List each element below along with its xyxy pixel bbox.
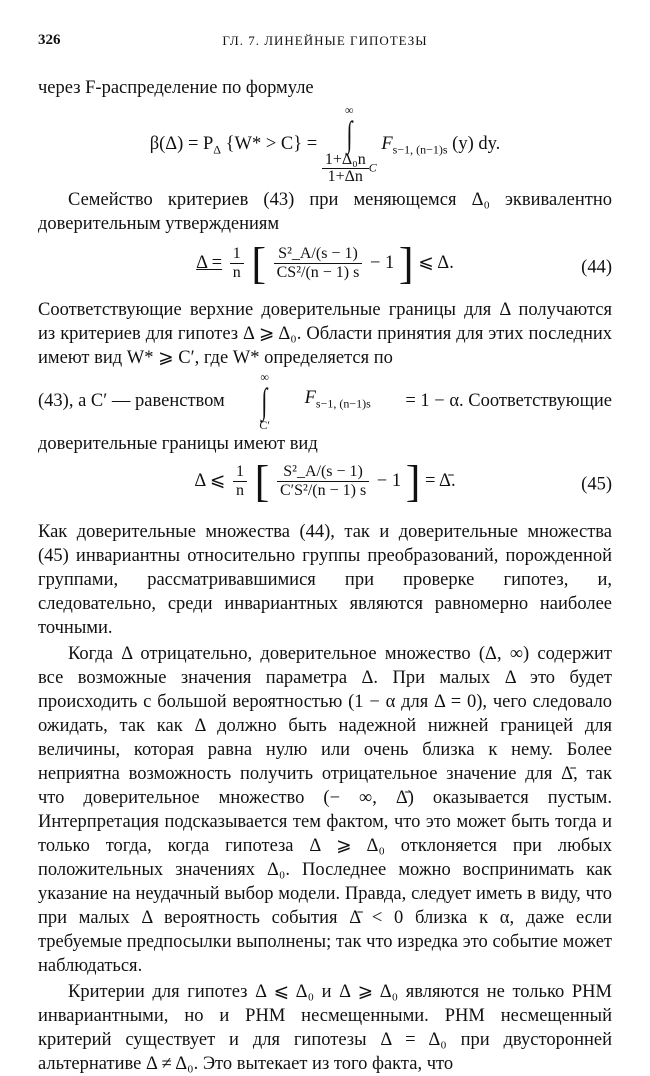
running-title: ГЛ. 7. ЛИНЕЙНЫЕ ГИПОТЕЗЫ	[222, 33, 428, 48]
eq45-inner-num: S²_A/(s − 1)	[277, 463, 369, 482]
eq45-rel: = Δ̄.	[425, 470, 456, 491]
beta-integrand: F	[381, 133, 393, 154]
eq45-coef-num: 1	[233, 463, 247, 482]
eq44-coef-num: 1	[230, 245, 244, 264]
integral-sign: ∫	[261, 381, 268, 421]
paragraph-1: через F-распределение по формуле	[38, 78, 314, 98]
eq44-right-bracket: ]	[398, 239, 414, 288]
eq44-tail: − 1	[369, 252, 395, 273]
beta-lhs: β(Δ) = P	[149, 133, 214, 154]
beta-upper-limit: ∞	[345, 103, 354, 117]
paragraph-5: доверительные границы имеют вид	[38, 434, 318, 454]
equation-45	[38, 456, 612, 514]
p4-after: = 1 − α. Соответствующие	[405, 391, 612, 411]
eq44-coef-den: n	[232, 264, 241, 281]
equation-44	[38, 238, 612, 298]
paragraph-4	[38, 370, 612, 432]
integral-sign: ∫	[346, 114, 353, 154]
eq45-right-bracket: ]	[405, 457, 421, 506]
eq44-lhs: Δ =	[196, 252, 223, 273]
equation-beta	[38, 103, 612, 185]
page-number: 326	[38, 32, 61, 48]
p4-lower-limit: C′	[259, 418, 270, 432]
beta-lhs-sub: Δ	[213, 142, 222, 157]
paragraph-3: Соответствующие верхние доверительные границы для Δ получаются из критериев для гипотез Δ ⩾ Δ₀. Области принятия для этих последних имеют вид W* ⩾ C′, где W* определяется по	[38, 300, 612, 368]
paragraph-7: Когда Δ отрицательно, доверительное множество (Δ, ∞) содержит все возможные значения параметра Δ. При малых Δ это будет происходить с большой вероятностью (1 − α для Δ = 0), чего следовало ожидать, так как Δ должно быть надежной нижней границей для величины, которая равна нулю или очень близка к нему. Более неприятна возможность получить отрицательное значение для Δ̄, так что доверительное множество (− ∞, Δ̄) оказывается пустым. Интерпретация подсказывается тем фактом, что это может быть тогда и только тогда, когда гипотеза Δ ⩾ Δ₀ отклоняется при любых положительных значениях Δ₀. Последнее можно воспринимать как указание на неудачный выбор модели. Правда, следует иметь в виду, что при малых Δ вероятность события Δ̄ < 0 близка к α, даже если требуемые предпосылки выполнены; так что изредка это событие может наблюдаться.	[38, 644, 612, 976]
lower-limit-c: C	[368, 160, 377, 175]
eq45-inner-den: C′S²/(n − 1) s	[279, 482, 367, 499]
eq44-rel: ⩽ Δ.	[418, 252, 454, 273]
book-page	[38, 32, 612, 1076]
p4-upper-limit: ∞	[260, 370, 269, 384]
beta-integrand-tail: (y) dy.	[452, 133, 501, 154]
beta-brace: {W* > C} =	[225, 133, 318, 154]
eq45-lhs: Δ ⩽	[194, 470, 226, 491]
lower-limit-num: 1+Δ₀n	[322, 152, 369, 169]
eq45-coef-den: n	[236, 482, 245, 499]
p4-integrand: F	[304, 388, 316, 409]
page-header	[38, 32, 612, 54]
eq44-number: (44)	[581, 257, 612, 278]
eq44-inner-den: CS²/(n − 1) s	[276, 264, 360, 281]
paragraph-6: Как доверительные множества (44), так и доверительные множества (45) инвариантны относительно группы преобразований, порожденной группами, рассматривавшимися при проверке гипотез, и, следовательно, среди инвариантных являются равномерно наиболее точными.	[38, 522, 612, 638]
beta-integral	[322, 104, 377, 185]
eq45-number: (45)	[581, 474, 612, 495]
eq45-tail: − 1	[376, 470, 402, 491]
eq44-inner-num: S²_A/(s − 1)	[274, 245, 363, 264]
paragraph-2: Семейство критериев (43) при меняющемся Δ₀ эквивалентно доверительным утверждениям	[38, 190, 612, 234]
p4-integrand-sub: s−1, (n−1)s	[315, 396, 371, 411]
paragraph-8: Критерии для гипотез Δ ⩽ Δ₀ и Δ ⩾ Δ₀ являются не только РНМ инвариантными, но и РНМ несмещенными. РНМ несмещенный критерий существует и для гипотезы Δ = Δ₀ при двусторонней альтернативе Δ ≠ Δ₀. Это вытекает из того факта, что	[38, 982, 612, 1074]
beta-lower-limit	[322, 152, 377, 185]
p4-before: (43), а C′ — равенством	[38, 391, 225, 411]
lower-limit-den: 1+Δn	[327, 168, 363, 185]
eq45-left-bracket: [	[254, 457, 270, 506]
eq44-left-bracket: [	[251, 239, 266, 288]
beta-integrand-sub: s−1, (n−1)s	[392, 142, 448, 157]
p4-integral	[259, 371, 270, 431]
